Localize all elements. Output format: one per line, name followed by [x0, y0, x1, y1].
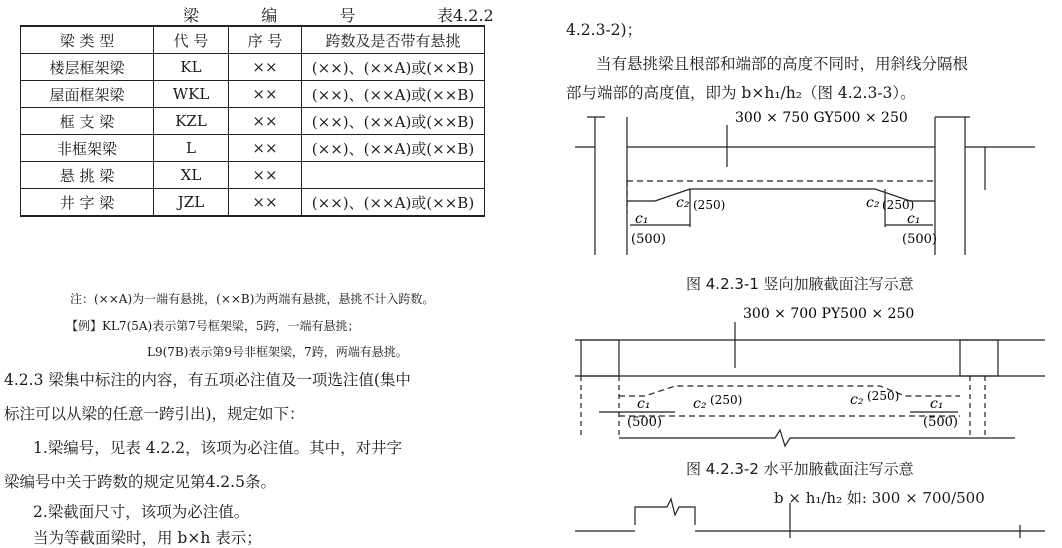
example-line-2: L9(7B)表示第9号非框架梁，7跨，两端有悬挑。: [147, 345, 408, 359]
fig1-c1-left: c₁: [635, 211, 649, 227]
fig1-250-left: (250): [693, 198, 726, 212]
table-cell: KL: [154, 54, 229, 81]
table-cell: 楼层框架梁: [21, 54, 154, 81]
beam-number-table: [20, 25, 485, 217]
fig1-500-right: (500): [902, 232, 937, 247]
figure-3-label: b × h₁/h₂ 如: 300 × 700/500: [774, 489, 985, 507]
right-text-1: 4.2.3-2)；: [566, 21, 643, 39]
fig2-c1-left: c₁: [637, 396, 651, 412]
table-cell: XL: [154, 162, 229, 189]
table-cell: 悬 挑 梁: [21, 162, 154, 189]
table-cell: (××)、(××A)或(××B): [302, 135, 485, 162]
table-row: [21, 189, 485, 217]
fig1-c2-right: c₂: [866, 195, 880, 211]
fig1-500-left: (500): [631, 232, 666, 247]
table-cell: 井 字 梁: [21, 189, 154, 217]
table-cell: 非框架梁: [21, 135, 154, 162]
table-cell: ××: [229, 162, 302, 189]
fig2-250-right: (250): [867, 389, 900, 403]
fig2-label: 300 × 700 PY500 × 250: [743, 306, 915, 322]
table-header: 梁 类 型: [21, 26, 154, 54]
table-number: 表4.2.2: [437, 6, 494, 25]
table-cell: 屋面框架梁: [21, 81, 154, 108]
table-cell: (××)、(××A)或(××B): [302, 108, 485, 135]
table-row: [21, 135, 485, 162]
item-1-line1: 1.梁编号，见表 4.2.2，该项为必注值。其中，对井字: [33, 439, 403, 457]
table-cell: 框 支 梁: [21, 108, 154, 135]
table-header-row: [21, 26, 485, 54]
table-cell: [302, 162, 485, 189]
fig2-500-left: (500): [627, 415, 662, 430]
table-cell: (××)、(××A)或(××B): [302, 54, 485, 81]
table-cell: WKL: [154, 81, 229, 108]
table-cell: JZL: [154, 189, 229, 217]
table-cell: L: [154, 135, 229, 162]
right-text-2: 当有悬挑梁且根部和端部的高度不同时，用斜线分隔根: [596, 55, 969, 73]
clause-4-2-3-line1: 4.2.3 梁集中标注的内容，有五项必注值及一项选注值(集中: [4, 371, 411, 389]
table-header: 跨数及是否带有悬挑: [302, 26, 485, 54]
table-cell: KZL: [154, 108, 229, 135]
table-cell: (××)、(××A)或(××B): [302, 189, 485, 217]
fig1-c2-left: c₂: [676, 195, 690, 211]
item-1-line2: 梁编号中关于跨数的规定见第4.2.5条。: [4, 473, 276, 491]
item-2: 2.梁截面尺寸，该项为必注值。: [33, 503, 250, 521]
example-line-1: 【例】KL7(5A)表示第7号框架梁，5跨，一端有悬挑；: [66, 319, 360, 333]
figure-horizontal-haunch: [575, 300, 1055, 450]
table-title-word: 梁: [183, 6, 200, 25]
figure-caption-1: 图 4.2.3-1 竖向加腋截面注写示意: [686, 275, 914, 293]
fig2-c2-left: c₂: [693, 396, 707, 412]
fig2-c1-right: c₁: [930, 396, 944, 412]
table-cell: ××: [229, 135, 302, 162]
table-row: [21, 162, 485, 189]
table-header: 序 号: [229, 26, 302, 54]
table-title-word: 编: [261, 6, 278, 25]
fig2-c2-right: c₂: [850, 392, 864, 408]
fig2-250-left: (250): [710, 393, 743, 407]
right-text-3: 部与端部的高度值，即为 b×h₁/h₂（图 4.2.3-3）。: [566, 84, 916, 102]
table-row: [21, 81, 485, 108]
table-row: [21, 108, 485, 135]
table-cell: (××)、(××A)或(××B): [302, 81, 485, 108]
fig1-250-right: (250): [882, 198, 915, 212]
table-cell: ××: [229, 108, 302, 135]
table-title: [183, 3, 355, 26]
fig2-500-right: (500): [923, 415, 958, 430]
table-header: 代 号: [154, 26, 229, 54]
table-note: 注：(××A)为一端有悬挑，(××B)为两端有悬挑，悬挑不计入跨数。: [70, 292, 435, 306]
item-2-equal-section: 当为等截面梁时，用 b×h 表示；: [33, 529, 262, 547]
table-cell: ××: [229, 54, 302, 81]
fig1-c1-right: c₁: [907, 211, 921, 227]
table-title-word: 号: [339, 6, 356, 25]
table-cell: ××: [229, 81, 302, 108]
table-cell: ××: [229, 189, 302, 217]
figure-caption-2: 图 4.2.3-2 水平加腋截面注写示意: [686, 460, 914, 478]
fig1-label: 300 × 750 GY500 × 250: [735, 110, 908, 126]
figure-vertical-haunch: [575, 105, 1055, 265]
table-row: [21, 54, 485, 81]
clause-4-2-3-line2: 标注可以从梁的任意一跨引出)，规定如下：: [4, 405, 305, 423]
